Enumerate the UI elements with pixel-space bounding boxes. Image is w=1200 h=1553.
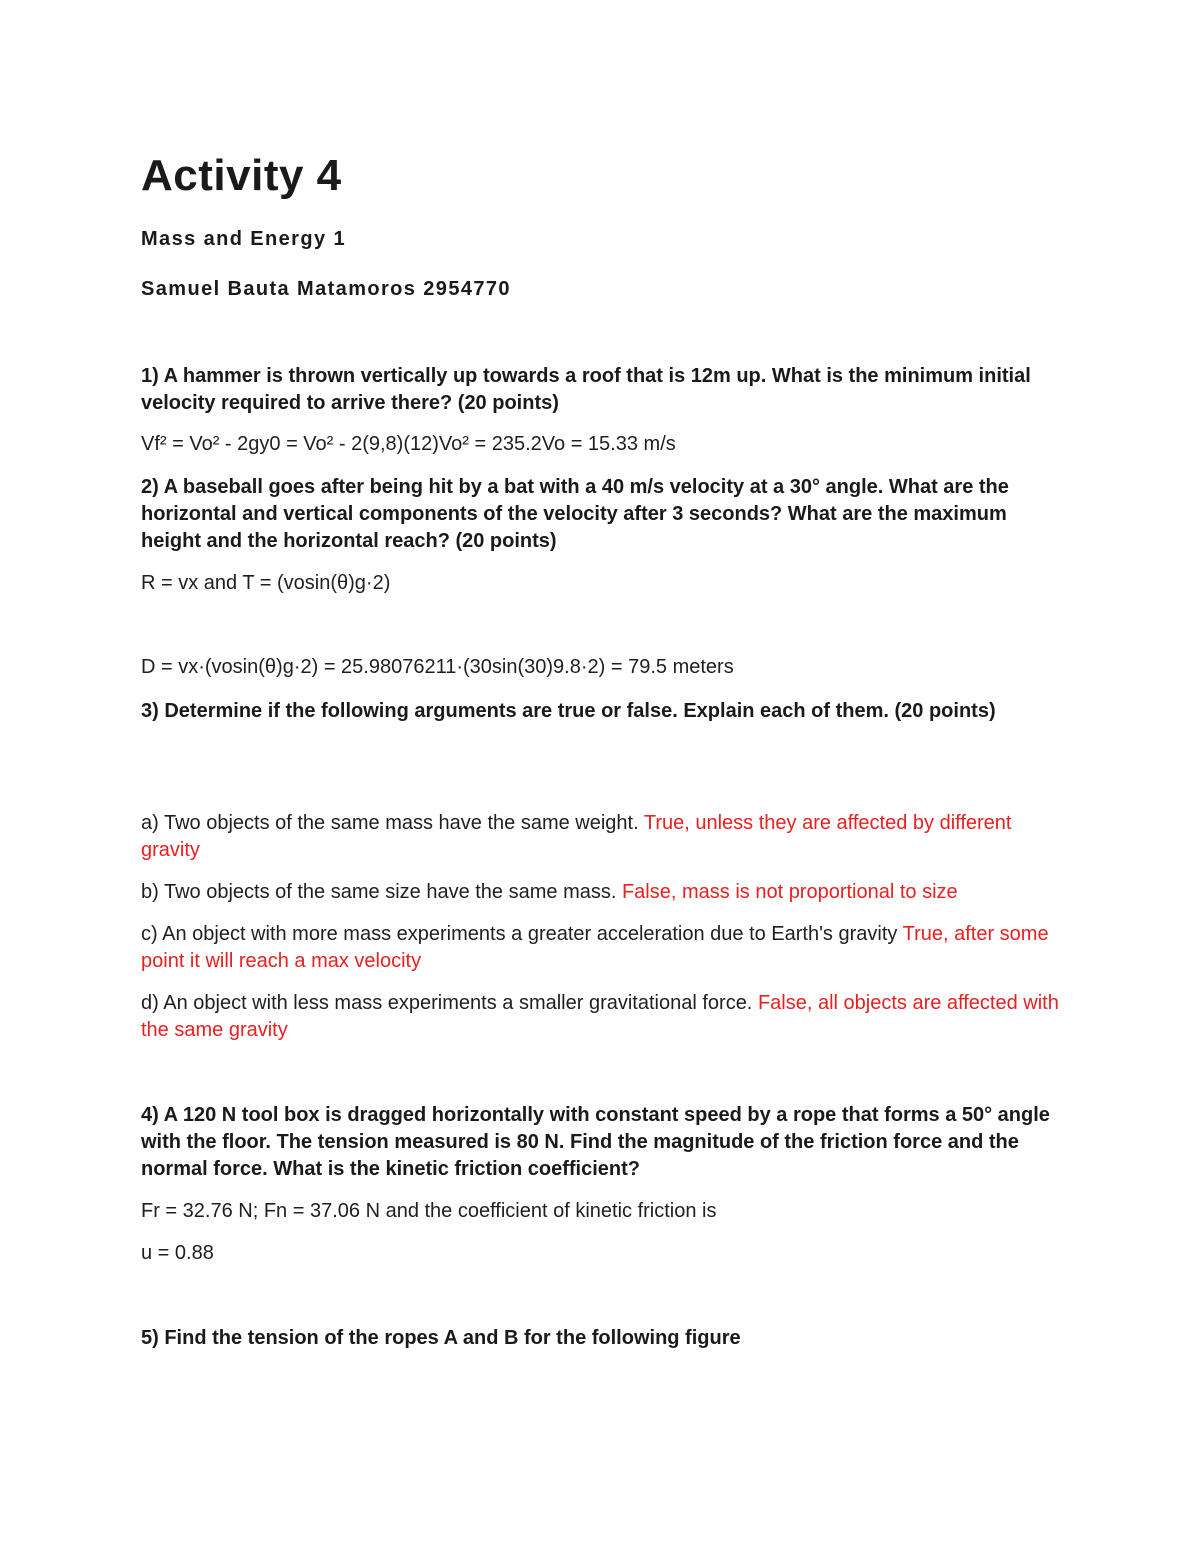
statement-d-answer: False, all objects are affected with the same gravity <box>141 992 1059 1041</box>
statement-c <box>141 921 1061 975</box>
statement-c-answer: True, after some point it will reach a max velocity <box>141 923 1049 972</box>
statement-b-text: b) Two objects of the same size have the same mass. <box>141 881 622 903</box>
student-name: Samuel Bauta Matamoros 2954770 <box>141 278 511 300</box>
page-title: Activity 4 <box>141 151 342 200</box>
statement-c-text: c) An object with more mass experiments a greater acceleration due to Earth's gravity <box>141 923 903 945</box>
statement-d <box>141 990 1061 1044</box>
answer-2-line-1: R = vx and T = (vosin(θ)g·2) <box>141 572 391 594</box>
statement-a-text: a) Two objects of the same mass have the same weight. <box>141 812 644 834</box>
answer-1: Vf² = Vo² - 2gy0 = Vo² - 2(9,8)(12)Vo² = 235.2Vo = 15.33 m/s <box>141 433 676 455</box>
statement-a-answer: True, unless they are affected by different gravity <box>141 812 1012 861</box>
statement-b <box>141 879 1061 906</box>
question-1: 1) A hammer is thrown vertically up towards a roof that is 12m up. What is the minimum initial velocity required to arrive there? (20 points) <box>141 365 1031 414</box>
question-2: 2) A baseball goes after being hit by a bat with a 40 m/s velocity at a 30° angle. What are the horizontal and vertical components of the velocity after 3 seconds? What are the maximum height and the horizontal reach? (20 points) <box>141 476 1009 552</box>
answer-2-line-2: D = vx·(vosin(θ)g·2) = 25.98076211·(30sin(30)9.8·2) = 79.5 meters <box>141 656 734 678</box>
answer-4-line-2: u = 0.88 <box>141 1242 214 1264</box>
question-4: 4) A 120 N tool box is dragged horizontally with constant speed by a rope that forms a 50° angle with the floor. The tension measured is 80 N. Find the magnitude of the friction force and the normal force. What is the kinetic friction coefficient? <box>141 1104 1050 1180</box>
statement-b-answer: False, mass is not proportional to size <box>621 881 958 903</box>
answer-4-line-1: Fr = 32.76 N; Fn = 37.06 N and the coefficient of kinetic friction is <box>141 1200 717 1222</box>
statement-d-text: d) An object with less mass experiments a smaller gravitational force. <box>141 992 758 1014</box>
question-3: 3) Determine if the following arguments are true or false. Explain each of them. (20 points) <box>141 700 996 722</box>
question-5: 5) Find the tension of the ropes A and B for the following figure <box>141 1327 741 1349</box>
course-name: Mass and Energy 1 <box>141 228 346 250</box>
statement-a <box>141 810 1061 864</box>
